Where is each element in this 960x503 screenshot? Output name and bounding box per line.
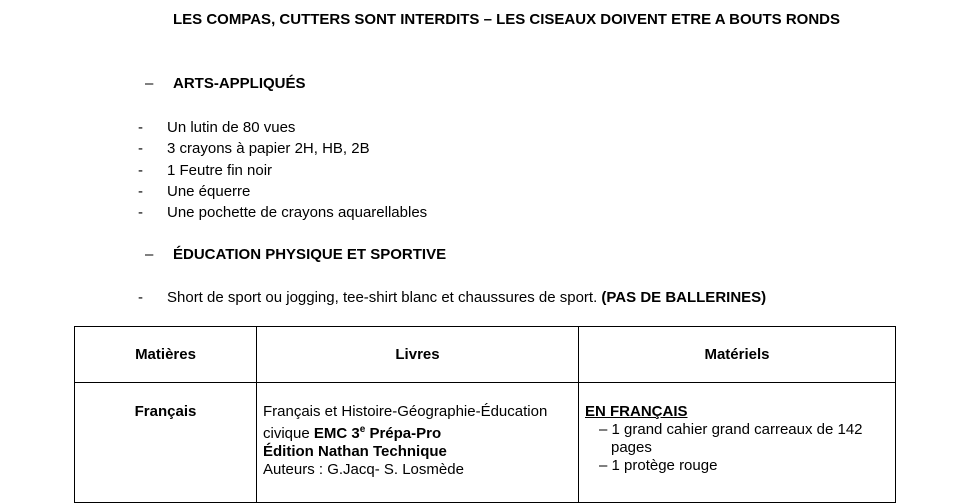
materials-cell: EN FRANÇAIS – 1 grand cahier grand carreaux de 142 pages – 1 protège rouge [579,383,896,503]
materials-heading: EN FRANÇAIS [585,403,688,420]
table-header-row [75,327,896,383]
header-matieres: Matières [75,327,257,383]
table-row [75,383,896,503]
header-materiels: Matériels [579,327,896,383]
section-dash: – [145,75,154,92]
section-title-arts: ARTS-APPLIQUÉS [173,75,306,92]
section-dash: – [145,246,154,263]
eps-item: - Short de sport ou jogging, tee-shirt blanc et chaussures de sport. (PAS DE BALLERINES) [138,289,767,306]
list-item: - Une équerre [138,182,251,200]
books-cell: Français et Histoire-Géographie-Éducation civique EMC 3e Prépa-Pro Édition Nathan Technique Auteurs : G.Jacq- S. Losmède [257,383,579,503]
list-item: - 3 crayons à papier 2H, HB, 2B [138,140,370,158]
subject-cell: Français [75,383,257,503]
supplies-table [74,326,896,503]
list-item: - Une pochette de crayons aquarellables [138,204,428,222]
section-title-eps: ÉDUCATION PHYSIQUE ET SPORTIVE [173,246,447,263]
warning-text: LES COMPAS, CUTTERS SONT INTERDITS – LES CISEAUX DOIVENT ETRE A BOUTS RONDS [173,11,841,28]
list-item: - Un lutin de 80 vues [138,119,296,136]
list-item: - 1 Feutre fin noir [138,161,273,179]
arts-list [138,117,427,223]
header-livres: Livres [257,327,579,383]
